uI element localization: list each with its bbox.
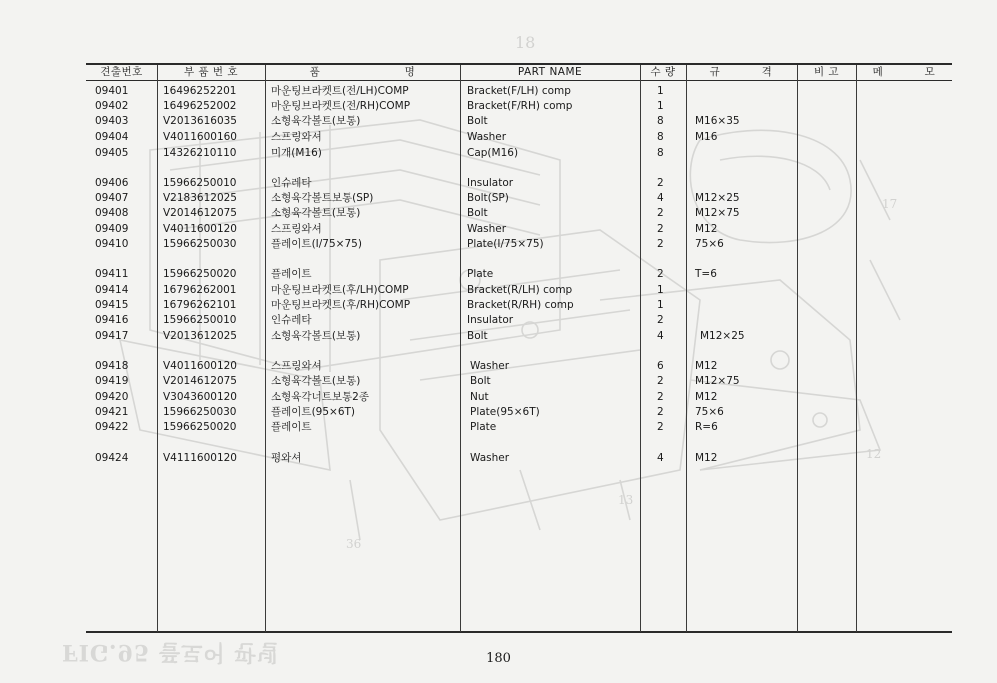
cell-name-kr: 인슈레타 <box>271 314 312 326</box>
cell-part-number: 16796262001 <box>163 284 237 296</box>
cell-part-name: Bolt <box>470 375 491 387</box>
header-part-number: 부 품 번 호 <box>183 66 239 78</box>
cell-part-name: Plate(95×6T) <box>470 406 540 418</box>
cell-name-kr: 플레이트(95×6T) <box>271 406 356 418</box>
header-bottom-rule <box>86 80 952 81</box>
header-item-no: 견출번호 <box>100 66 143 78</box>
cell-part-number: 15966250020 <box>163 268 237 280</box>
cell-part-number: V2013616035 <box>163 115 237 127</box>
cell-quantity: 2 <box>657 391 664 403</box>
cell-part-name: Bolt <box>467 115 488 127</box>
cell-item-no: 09404 <box>95 131 129 143</box>
cell-part-name: Plate <box>470 421 497 433</box>
cell-quantity: 1 <box>657 85 664 97</box>
cell-item-no: 09406 <box>95 177 129 189</box>
cell-name-kr: 플레이트 <box>271 268 312 280</box>
svg-text:12: 12 <box>866 447 882 461</box>
cell-quantity: 4 <box>657 452 664 464</box>
cell-item-no: 09407 <box>95 192 129 204</box>
cell-name-kr: 소형육각볼트(보통) <box>271 330 361 342</box>
svg-text:36: 36 <box>346 537 362 551</box>
cell-part-name: Washer <box>470 360 510 372</box>
cell-spec: T=6 <box>695 268 717 280</box>
cell-part-number: V3043600120 <box>163 391 237 403</box>
cell-quantity: 2 <box>657 207 664 219</box>
cell-name-kr: 마운팅브라켓트(전/RH)COMP <box>271 100 411 112</box>
cell-quantity: 8 <box>657 147 664 159</box>
cell-spec: M16×35 <box>695 115 740 127</box>
cell-part-number: 15966250030 <box>163 238 237 250</box>
cell-part-number: 15966250010 <box>163 314 237 326</box>
cell-part-name: Bolt <box>467 330 488 342</box>
cell-part-name: Bracket(F/LH) comp <box>467 85 571 97</box>
cell-part-number: V2014612075 <box>163 207 237 219</box>
cell-part-number: V2013612025 <box>163 330 237 342</box>
header-name-kr-1: 품 <box>309 66 321 78</box>
svg-text:18: 18 <box>515 33 536 52</box>
cell-part-name: Bracket(R/LH) comp <box>467 284 573 296</box>
cell-spec: M12 <box>695 391 718 403</box>
cell-name-kr: 마운팅브라켓트(후/RH)COMP <box>271 299 411 311</box>
cell-quantity: 1 <box>657 284 664 296</box>
cell-name-kr: 마운팅브라켓트(후/LH)COMP <box>271 284 409 296</box>
cell-item-no: 09405 <box>95 147 129 159</box>
cell-spec: M12 <box>695 452 718 464</box>
page-number: 180 <box>486 651 511 666</box>
header-memo-1: 메 <box>872 66 884 78</box>
cell-spec: M12×75 <box>695 375 740 387</box>
cell-part-number: V4011600120 <box>163 223 237 235</box>
cell-part-name: Washer <box>467 223 507 235</box>
cell-part-name: Nut <box>470 391 489 403</box>
cell-quantity: 1 <box>657 100 664 112</box>
cell-item-no: 09419 <box>95 375 129 387</box>
cell-item-no: 09402 <box>95 100 129 112</box>
header-spec-1: 규 <box>709 66 721 78</box>
cell-quantity: 2 <box>657 314 664 326</box>
cell-part-number: 14326210110 <box>163 147 237 159</box>
cell-item-no: 09424 <box>95 452 129 464</box>
cell-quantity: 4 <box>657 330 664 342</box>
cell-quantity: 2 <box>657 421 664 433</box>
cell-part-number: V4011600160 <box>163 131 237 143</box>
column-divider <box>460 65 461 632</box>
cell-item-no: 09417 <box>95 330 129 342</box>
cell-quantity: 4 <box>657 192 664 204</box>
cell-name-kr: 소형육각너트보통2종 <box>271 391 369 403</box>
cell-quantity: 8 <box>657 115 664 127</box>
cell-quantity: 1 <box>657 299 664 311</box>
cell-part-name: Bolt <box>467 207 488 219</box>
header-spec-2: 격 <box>761 66 773 78</box>
cell-name-kr: 플레이트 <box>271 421 312 433</box>
cell-quantity: 2 <box>657 177 664 189</box>
cell-item-no: 09409 <box>95 223 129 235</box>
cell-part-name: Bracket(F/RH) comp <box>467 100 573 112</box>
cell-part-number: V4111600120 <box>163 452 237 464</box>
cell-part-number: V4011600120 <box>163 360 237 372</box>
cell-spec: M12 <box>695 223 718 235</box>
column-divider <box>157 65 158 632</box>
cell-name-kr: 평와셔 <box>271 452 302 464</box>
cell-part-number: 16496252002 <box>163 100 237 112</box>
cell-quantity: 8 <box>657 131 664 143</box>
cell-item-no: 09415 <box>95 299 129 311</box>
cell-part-number: V2014612075 <box>163 375 237 387</box>
header-memo-2: 모 <box>924 66 936 78</box>
cell-quantity: 6 <box>657 360 664 372</box>
cell-item-no: 09414 <box>95 284 129 296</box>
cell-spec: M12 <box>695 360 718 372</box>
column-divider <box>797 65 798 632</box>
cell-spec: 75×6 <box>695 238 724 250</box>
cell-spec: M12×25 <box>695 192 740 204</box>
header-name-kr-2: 명 <box>404 66 416 78</box>
cell-part-name: Plate(I/75×75) <box>467 238 544 250</box>
cell-part-name: Cap(M16) <box>467 147 519 159</box>
cell-item-no: 09408 <box>95 207 129 219</box>
cell-part-name: Plate <box>467 268 494 280</box>
cell-item-no: 09416 <box>95 314 129 326</box>
cell-name-kr: 소형육각볼트(보통) <box>271 375 361 387</box>
cell-name-kr: 미개(M16) <box>271 147 322 159</box>
cell-name-kr: 인슈레타 <box>271 177 312 189</box>
cell-part-name: Washer <box>467 131 507 143</box>
header-part-name: PART NAME <box>517 66 583 78</box>
cell-spec: M12×25 <box>700 330 745 342</box>
cell-name-kr: 스프링와셔 <box>271 131 322 143</box>
cell-part-name: Insulator <box>467 177 514 189</box>
cell-name-kr: 플레이트(I/75×75) <box>271 238 362 250</box>
svg-text:13: 13 <box>618 493 634 507</box>
cell-quantity: 2 <box>657 268 664 280</box>
cell-part-name: Bracket(R/RH) comp <box>467 299 574 311</box>
svg-text:17: 17 <box>882 197 898 211</box>
cell-item-no: 09422 <box>95 421 129 433</box>
cell-quantity: 2 <box>657 223 664 235</box>
cell-name-kr: 마운팅브라켓트(전/LH)COMP <box>271 85 409 97</box>
cell-spec: M16 <box>695 131 718 143</box>
column-divider <box>686 65 687 632</box>
cell-name-kr: 스프링와셔 <box>271 360 322 372</box>
cell-name-kr: 소형육각볼트(보통) <box>271 207 361 219</box>
cell-name-kr: 소형육각볼트보통(SP) <box>271 192 374 204</box>
cell-item-no: 09403 <box>95 115 129 127</box>
cell-item-no: 09420 <box>95 391 129 403</box>
cell-part-number: 15966250030 <box>163 406 237 418</box>
cell-item-no: 09401 <box>95 85 129 97</box>
cell-quantity: 2 <box>657 406 664 418</box>
cell-item-no: 09421 <box>95 406 129 418</box>
column-divider <box>640 65 641 632</box>
header-remark: 비 고 <box>813 66 840 78</box>
cell-name-kr: 소형육각볼트(보통) <box>271 115 361 127</box>
cell-part-number: 15966250010 <box>163 177 237 189</box>
bleedthrough-title: FIG.95 플로어 판넬 <box>62 639 279 665</box>
cell-spec: M12×75 <box>695 207 740 219</box>
cell-part-number: 16496252201 <box>163 85 237 97</box>
header-quantity: 수 량 <box>650 66 676 78</box>
cell-part-name: Insulator <box>467 314 514 326</box>
cell-item-no: 09418 <box>95 360 129 372</box>
cell-part-number: 15966250020 <box>163 421 237 433</box>
column-divider <box>856 65 857 632</box>
cell-quantity: 2 <box>657 375 664 387</box>
cell-spec: R=6 <box>695 421 718 433</box>
cell-quantity: 2 <box>657 238 664 250</box>
cell-part-name: Washer <box>470 452 510 464</box>
cell-part-number: 16796262101 <box>163 299 237 311</box>
cell-item-no: 09410 <box>95 238 129 250</box>
cell-name-kr: 스프링와셔 <box>271 223 322 235</box>
cell-spec: 75×6 <box>695 406 724 418</box>
cell-part-number: V2183612025 <box>163 192 237 204</box>
table-bottom-rule <box>86 631 952 633</box>
cell-item-no: 09411 <box>95 268 129 280</box>
cell-part-name: Bolt(SP) <box>467 192 509 204</box>
column-divider <box>265 65 266 632</box>
